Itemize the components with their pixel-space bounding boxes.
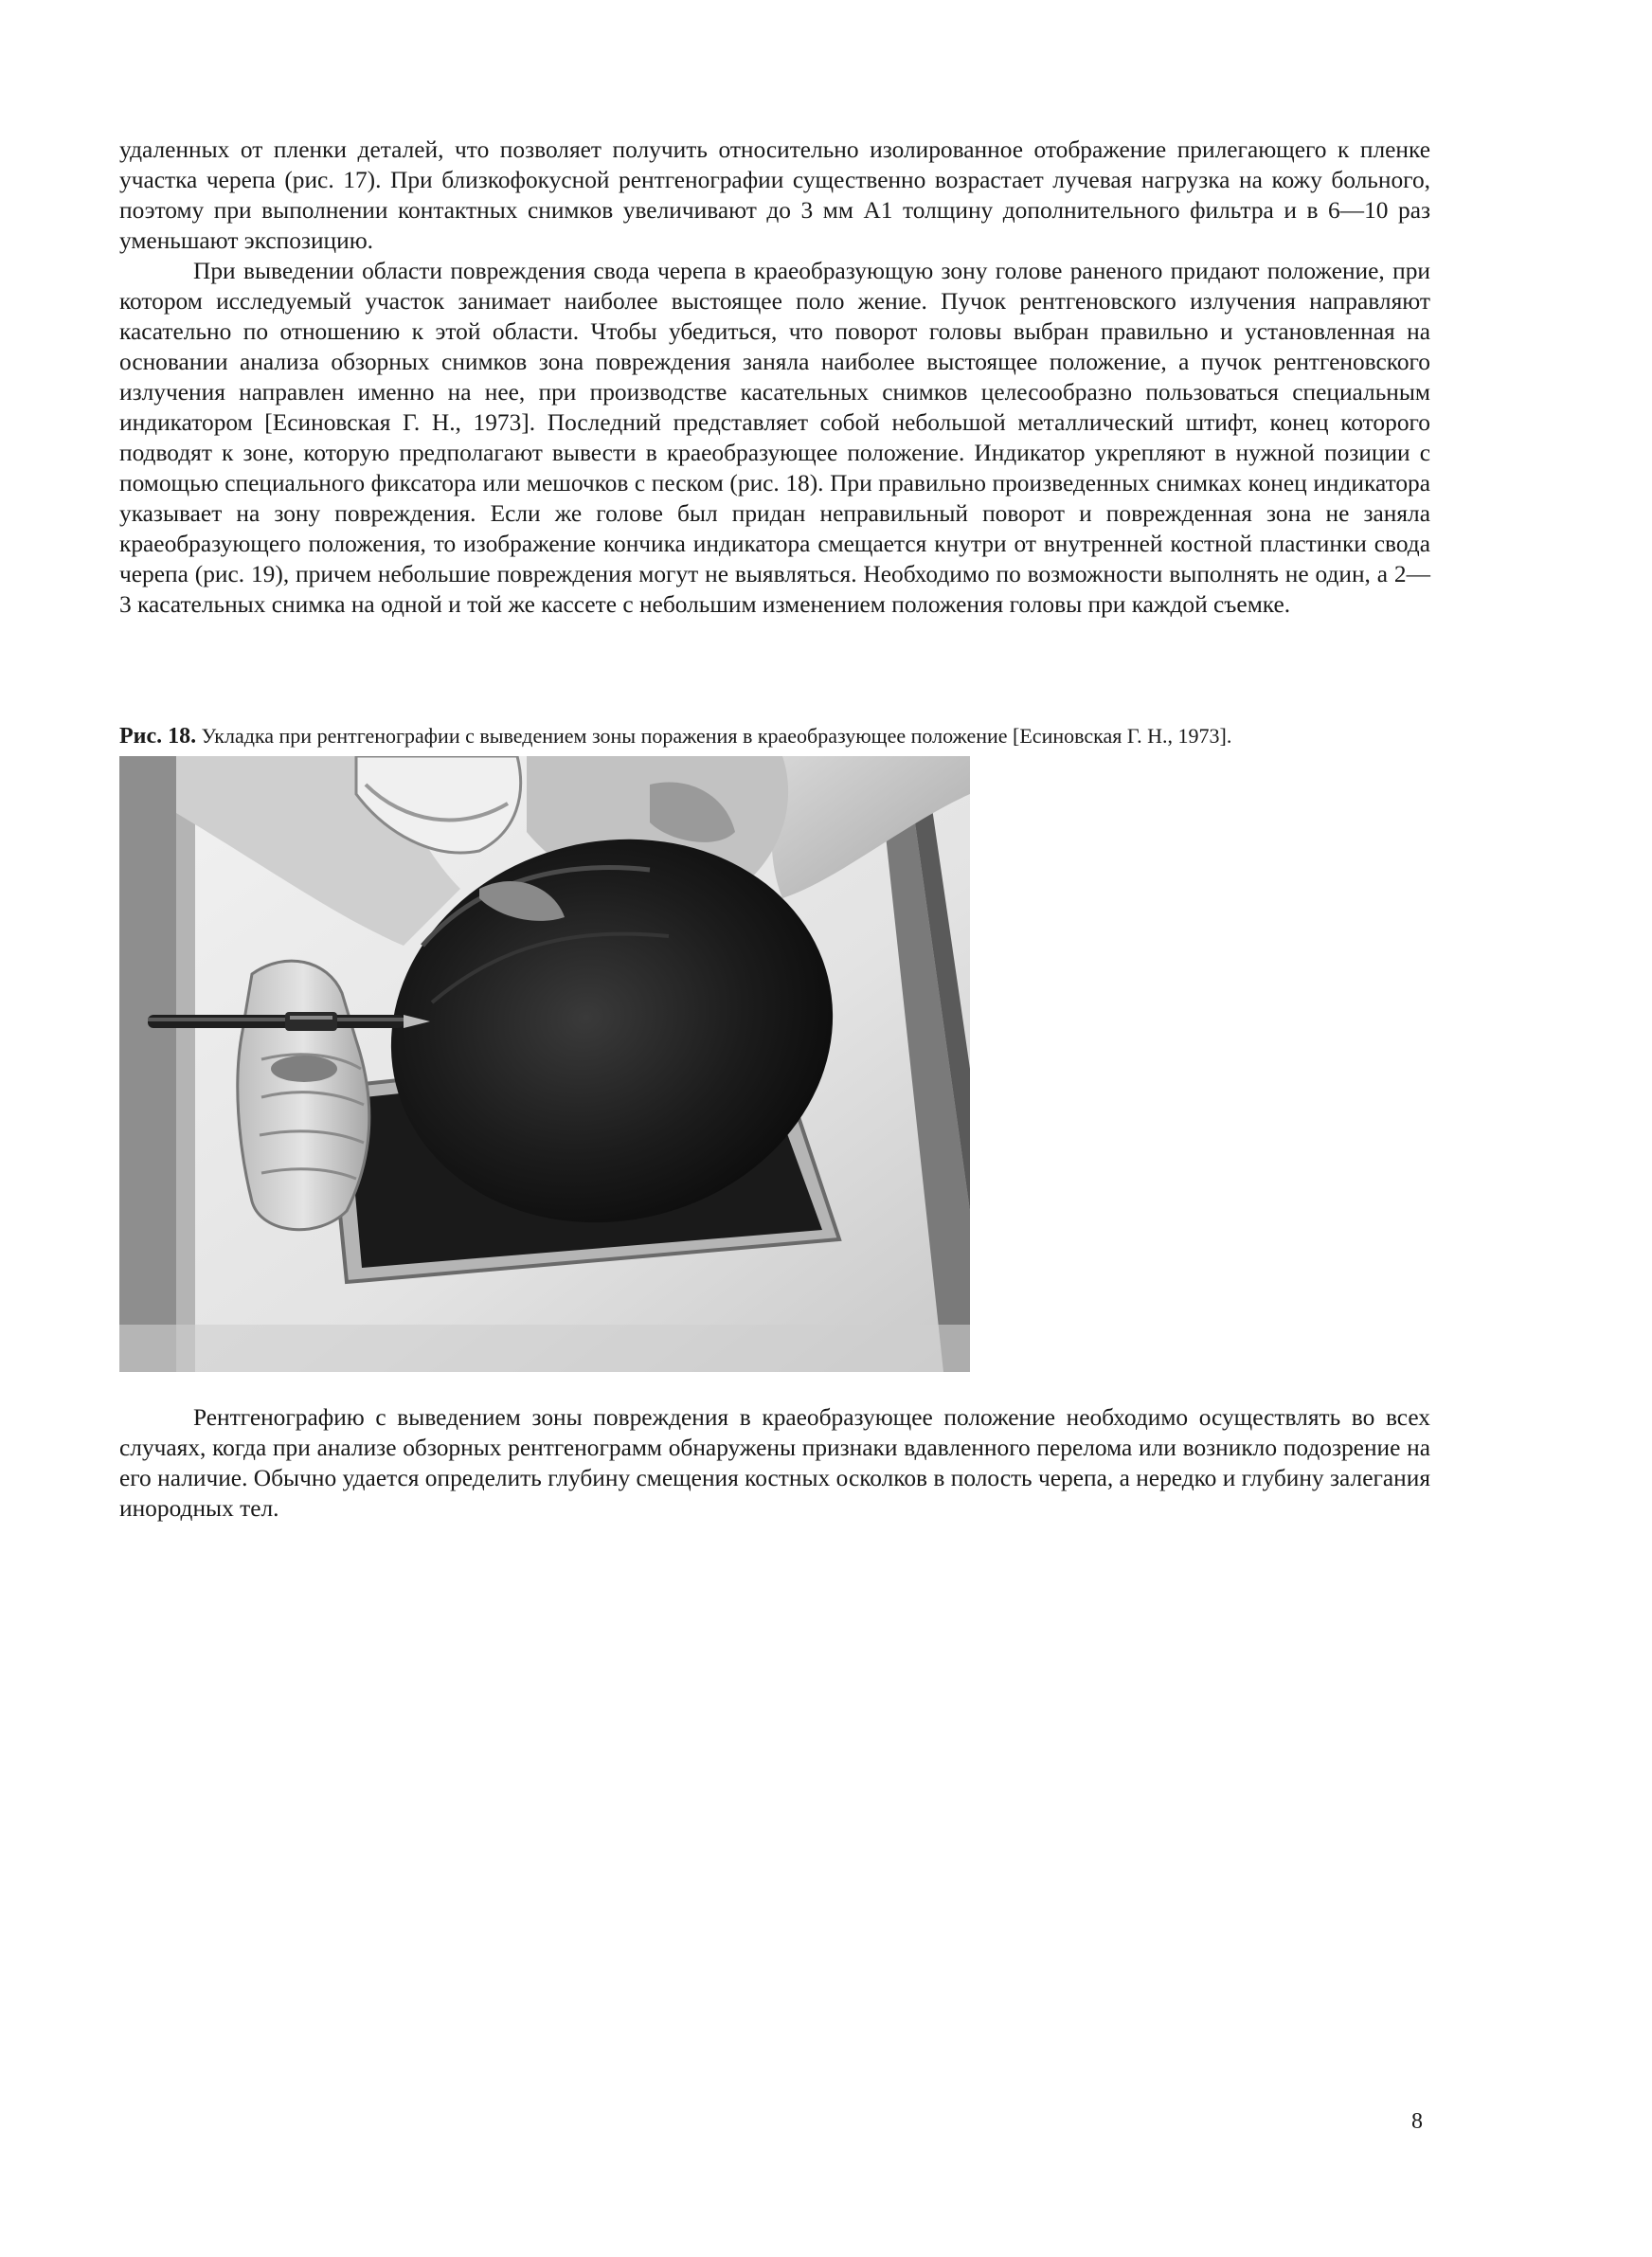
figure-caption-text: Укладка при рентгенографии с выведением зоны поражения в краеобразующее положение [Есиновская Г. Н., 1973]. xyxy=(196,724,1232,748)
paragraph-indicator-method: При выведении области повреждения свода черепа в краеобразующую зону голове раненого придают положение, при котором исследуемый участок занимает наиболее выстоящее поло жение. Пучок рентгеновского излучения направляют касательно по отношению к этой области. Чтобы убедиться, что поворот головы выбран правильно и установленная на основании анализа обзорных снимков зона повреждения заняла наиболее выстоящее положение, а пучок рентгеновского излучения направлен именно на нее, при производстве касательных снимков целесообразно пользоваться специальным индикатором [Есиновская Г. Н., 1973]. Последний представляет собой небольшой металлический штифт, конец которого подводят к зоне, которую предполагают вывести в краеобразующее положение. Индикатор укрепляют в нужной позиции с помощью специального фиксатора или мешочков с песком (рис. 18). При правильно произведенных снимках конец индикатора указывает на зону повреждения. Если же голове был придан неправильный поворот и поврежденная зона не заняла краеобразующего положения, то изображение кончика индикатора смещается кнутри от внутренней костной пластинки свода черепа (рис. 19), причем небольшие повреждения могут не выявляться. Необходимо по возможности выполнять не один, а 2—3 касательных снимка на одной и той же кассете с небольшим изменением положения головы при каждой съемке. xyxy=(119,258,1430,618)
paragraph-contact-radiography: удаленных от пленки деталей, что позволяет получить относительно изолированное отображение прилегающего к пленке участка черепа (рис. 17). При близкофокусной рентгенографии существенно возрастает лучевая нагрузка на кожу больного, поэтому при выполнении контактных снимков увеличивают до 3 мм А1 толщину дополнительного фильтра и в 6—10 раз уменьшают экспозицию. xyxy=(119,136,1430,254)
closing-text-block xyxy=(119,1402,1430,1524)
figure-label: Рис. 18. xyxy=(119,724,197,749)
page-number: 8 xyxy=(1411,2109,1423,2134)
main-text-block xyxy=(119,135,1430,620)
photo-patient-positioning xyxy=(119,756,970,1372)
figure-photo xyxy=(119,756,970,1372)
figure-caption xyxy=(119,722,1446,750)
paragraph-conclusion: Рентгенографию с выведением зоны повреждения в краеобразующее положение необходимо осуществлять во всех случаях, когда при анализе обзорных рентгенограмм обнаружены признаки вдавленного перелома или возникло подозрение на его наличие. Обычно удается определить глубину смещения костных осколков в полость черепа, а нередко и глубину залегания инородных тел. xyxy=(119,1404,1430,1522)
